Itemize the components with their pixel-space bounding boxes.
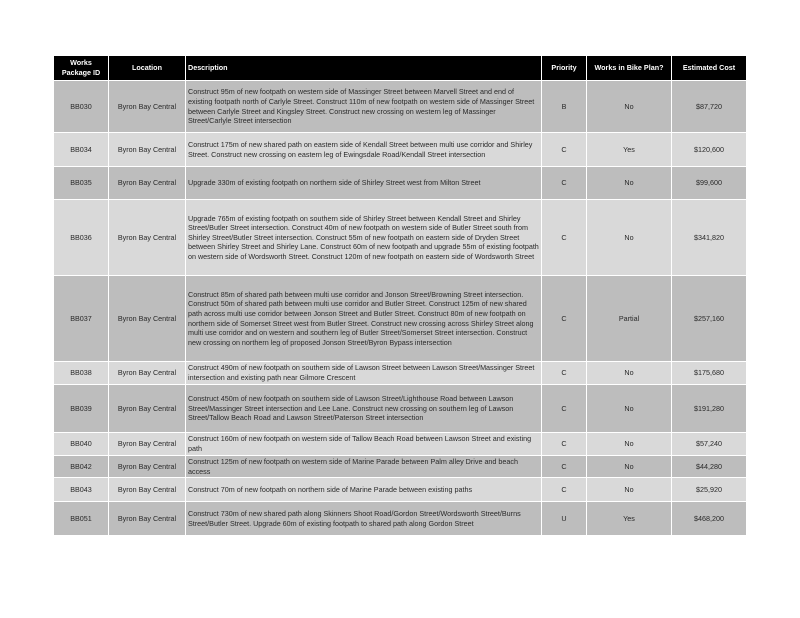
- description-cell: Construct 85m of shared path between multi use corridor and Jonson Street/Browning Street intersection. Construct 50m of shared path between multi use corridor and Butler Street. Construct 125m of new shared path across multi use corridor between Jonson Street and Butler Street. Construct 80m of new footpath on northern side of Somerset Street west from Butler Street. Construct new crossing across Shirley Street along multi use corridor and on western and southern leg of Butler Street/Somerset Street intersection. Construct new crossing on northern leg of proposed Jonson Street/Byron Bypass intersection: [186, 276, 542, 362]
- cost-cell: $341,820: [672, 200, 747, 276]
- priority-cell: C: [542, 133, 587, 167]
- location-cell: Byron Bay Central: [109, 133, 186, 167]
- description-cell: Construct 70m of new footpath on northern side of Marine Parade between existing paths: [186, 478, 542, 502]
- bike-plan-cell: No: [587, 167, 672, 200]
- cost-cell: $175,680: [672, 362, 747, 385]
- bike-plan-cell: Yes: [587, 502, 672, 536]
- cost-cell: $44,280: [672, 456, 747, 478]
- table-row: [54, 456, 747, 478]
- cost-cell: $87,720: [672, 81, 747, 133]
- priority-cell: B: [542, 81, 587, 133]
- cost-cell: $99,600: [672, 167, 747, 200]
- package-id-cell: BB037: [54, 276, 109, 362]
- table-row: [54, 478, 747, 502]
- priority-cell: C: [542, 478, 587, 502]
- description-cell: Construct 490m of new footpath on southern side of Lawson Street between Lawson Street/Massinger Street intersection and existing path near Gilmore Crescent: [186, 362, 542, 385]
- location-cell: Byron Bay Central: [109, 276, 186, 362]
- package-id-cell: BB042: [54, 456, 109, 478]
- bike-plan-cell: No: [587, 385, 672, 433]
- package-id-cell: BB039: [54, 385, 109, 433]
- header-works-in-bike-plan: Works in Bike Plan?: [587, 56, 672, 81]
- package-id-cell: BB040: [54, 433, 109, 456]
- cost-cell: $120,600: [672, 133, 747, 167]
- bike-plan-cell: Yes: [587, 133, 672, 167]
- table-row: [54, 133, 747, 167]
- description-cell: Construct 175m of new shared path on eastern side of Kendall Street between multi use corridor and Shirley Street. Construct new crossing on eastern leg of Ewingsdale Road/Kendall Street intersection: [186, 133, 542, 167]
- package-id-cell: BB036: [54, 200, 109, 276]
- description-cell: Construct 450m of new footpath on southern side of Lawson Street/Lighthouse Road between Lawson Street/Massinger Street intersection and Lee Lane. Construct new crossing on southern leg of Lawson Street/Tallow Beach Road and Lawson Street/Paterson Street intersection: [186, 385, 542, 433]
- priority-cell: C: [542, 200, 587, 276]
- priority-cell: C: [542, 362, 587, 385]
- cost-cell: $191,280: [672, 385, 747, 433]
- location-cell: Byron Bay Central: [109, 456, 186, 478]
- header-description: Description: [186, 56, 542, 81]
- works-package-table: [53, 55, 747, 536]
- bike-plan-cell: No: [587, 433, 672, 456]
- priority-cell: C: [542, 276, 587, 362]
- description-cell: Construct 125m of new footpath on western side of Marine Parade between Palm alley Drive and beach access: [186, 456, 542, 478]
- header-estimated-cost: Estimated Cost: [672, 56, 747, 81]
- description-cell: Upgrade 765m of existing footpath on southern side of Shirley Street between Kendall Street and Shirley Street/Butler Street intersection. Construct 40m of new footpath on western side of Butler Street south from Shirley Street/Butler Street intersection. Construct 55m of new footpath on eastern side of Dryden Street between Shirley Street and Shirley Lane. Construct 60m of new footpath and upgrade 55m of existing footpath on western side of Wordsworth Street. Construct 120m of new footpath on eastern side of Wordsworth Street: [186, 200, 542, 276]
- bike-plan-cell: No: [587, 81, 672, 133]
- priority-cell: C: [542, 456, 587, 478]
- cost-cell: $57,240: [672, 433, 747, 456]
- location-cell: Byron Bay Central: [109, 81, 186, 133]
- package-id-cell: BB043: [54, 478, 109, 502]
- bike-plan-cell: No: [587, 362, 672, 385]
- header-location: Location: [109, 56, 186, 81]
- table-row: [54, 167, 747, 200]
- package-id-cell: BB051: [54, 502, 109, 536]
- location-cell: Byron Bay Central: [109, 200, 186, 276]
- priority-cell: C: [542, 433, 587, 456]
- header-works-package-id: Works Package ID: [54, 56, 109, 81]
- description-cell: Construct 730m of new shared path along Skinners Shoot Road/Gordon Street/Wordsworth Street/Burns Street/Butler Street. Upgrade 60m of existing footpath to shared path along Gordon Street: [186, 502, 542, 536]
- description-cell: Upgrade 330m of existing footpath on northern side of Shirley Street west from Milton Street: [186, 167, 542, 200]
- cost-cell: $25,920: [672, 478, 747, 502]
- location-cell: Byron Bay Central: [109, 362, 186, 385]
- description-cell: Construct 160m of new footpath on western side of Tallow Beach Road between Lawson Street and existing path: [186, 433, 542, 456]
- table-row: [54, 362, 747, 385]
- table-row: [54, 502, 747, 536]
- bike-plan-cell: No: [587, 200, 672, 276]
- description-cell: Construct 95m of new footpath on western side of Massinger Street between Marvell Street and end of existing footpath north of Carlyle Street. Construct 110m of new footpath on western side of Massinger Street between Carlyle Street and Kingsley Street. Construct new crossing on western leg of Massinger Street/Carlyle Street intersection: [186, 81, 542, 133]
- cost-cell: $468,200: [672, 502, 747, 536]
- priority-cell: C: [542, 167, 587, 200]
- location-cell: Byron Bay Central: [109, 502, 186, 536]
- table-row: [54, 385, 747, 433]
- location-cell: Byron Bay Central: [109, 478, 186, 502]
- table-row: [54, 433, 747, 456]
- package-id-cell: BB038: [54, 362, 109, 385]
- table-body: [54, 81, 747, 536]
- header-priority: Priority: [542, 56, 587, 81]
- location-cell: Byron Bay Central: [109, 433, 186, 456]
- priority-cell: U: [542, 502, 587, 536]
- table-row: [54, 200, 747, 276]
- priority-cell: C: [542, 385, 587, 433]
- table-row: [54, 81, 747, 133]
- location-cell: Byron Bay Central: [109, 385, 186, 433]
- package-id-cell: BB030: [54, 81, 109, 133]
- bike-plan-cell: No: [587, 456, 672, 478]
- table-row: [54, 276, 747, 362]
- package-id-cell: BB035: [54, 167, 109, 200]
- cost-cell: $257,160: [672, 276, 747, 362]
- location-cell: Byron Bay Central: [109, 167, 186, 200]
- bike-plan-cell: No: [587, 478, 672, 502]
- package-id-cell: BB034: [54, 133, 109, 167]
- table-header: [54, 56, 747, 81]
- bike-plan-cell: Partial: [587, 276, 672, 362]
